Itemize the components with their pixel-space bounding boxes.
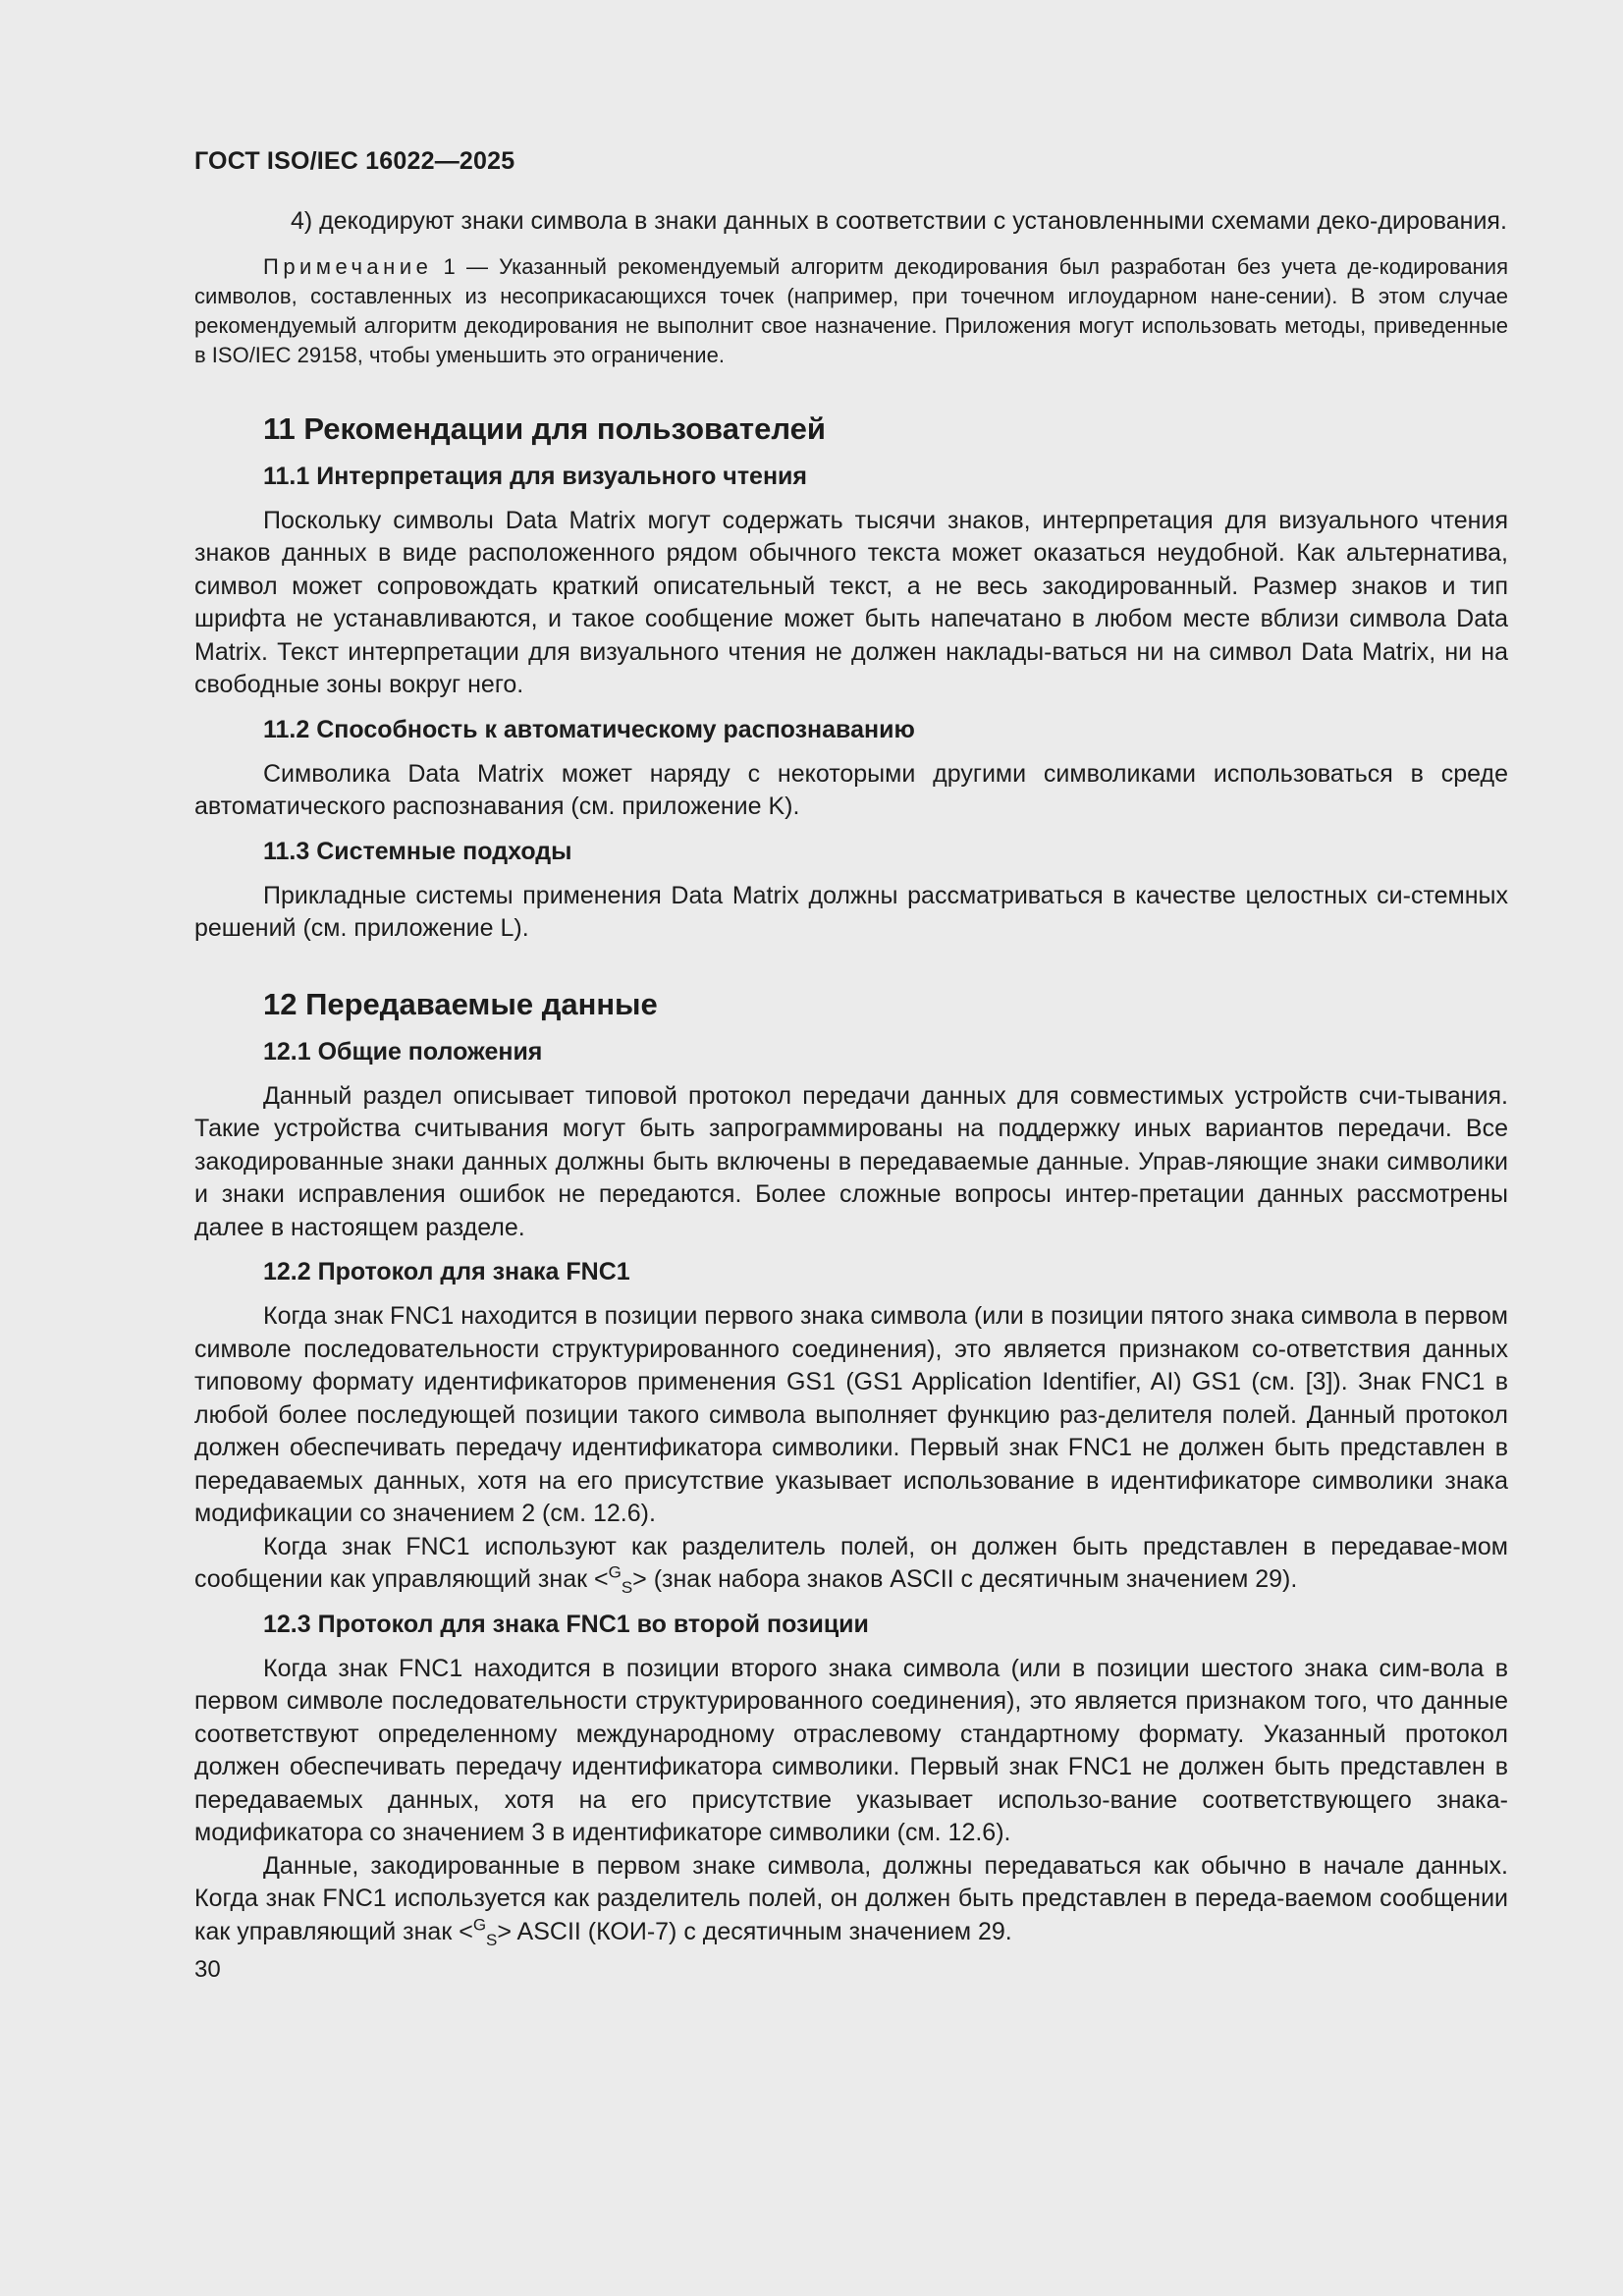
page-number: 30 (194, 1956, 221, 1983)
section-12-3-title: 12.3 Протокол для знака FNC1 во второй позиции (263, 1610, 869, 1638)
section-12-2-paragraph-2 (194, 1531, 1508, 1597)
note-1 (194, 252, 1508, 370)
note-text: 1 — Указанный рекомендуемый алгоритм декодирования был разработан без учета де-кодирования символов, составленных из несоприкасающихся точек (например, при точечном иглоударном нане-сении). В этом случае рекомендуемый алгоритм декодирования не выполнит свое назначение. Приложения могут использовать методы, приведенные в ISO/IEC 29158, чтобы уменьшить это ограничение. (194, 253, 1508, 367)
gs-superscript: G (472, 1915, 487, 1935)
section-11-title: 11 Рекомендации для пользователей (263, 410, 826, 446)
section-11-3-text: Прикладные системы применения Data Matrix должны рассматриваться в качестве целостных си-стемных решений (см. приложение L). (194, 881, 1508, 942)
section-11-2-text: Символика Data Matrix может наряду с некоторыми другими символиками использоваться в среде автоматического распознавания (см. приложение K). (194, 759, 1508, 820)
list-item-4: 4) декодируют знаки символа в знаки данных в соответствии с установленными схемами деко-дирования. (291, 207, 1507, 235)
paragraph-text: > (знак набора знаков ASCII с десятичным значением 29). (632, 1565, 1298, 1593)
section-12-title: 12 Передаваемые данные (263, 986, 658, 1021)
section-11-1-title: 11.1 Интерпретация для визуального чтения (263, 462, 808, 490)
section-12-1-title: 12.1 Общие положения (263, 1037, 543, 1066)
gs-superscript: G (608, 1562, 622, 1582)
gs-subscript: S (486, 1930, 498, 1949)
gs-subscript: S (621, 1578, 633, 1597)
standard-header: ГОСТ ISO/IEC 16022—2025 (194, 147, 515, 175)
section-11-3-title: 11.3 Системные подходы (263, 837, 572, 865)
section-12-2-title: 12.2 Протокол для знака FNC1 (263, 1258, 630, 1285)
section-11-1-text: Поскольку символы Data Matrix могут содержать тысячи знаков, интерпретация для визуального чтения знаков данных в виде расположенного рядом обычного текста может оказаться неудобной. Как альтернатива, символ может сопровождать краткий описательный текст, а не весь закодированный. Размер знаков и тип шрифта не устанавливаются, и такое сообщение может быть напечатано в любом месте вблизи символа Data Matrix. Текст интерпретации для визуального чтения не должен наклады-ваться ни на символ Data Matrix, ни на свободные зоны вокруг него. (194, 506, 1508, 698)
section-12-1-text: Данный раздел описывает типовой протокол передачи данных для совместимых устройств счи-тывания. Такие устройства считывания могут быть запрограммированы на поддержку иных вариантов передачи. Все закодированные знаки данных должны быть включены в передаваемые данные. Управ-ляющие знаки символики и знаки исправления ошибок не передаются. Более сложные вопросы интер-претации данных рассмотрены далее в настоящем разделе. (194, 1081, 1508, 1241)
paragraph-text: > ASCII (КОИ-7) с десятичным значением 29. (497, 1917, 1012, 1945)
paragraph-text: Данные, закодированные в первом знаке символа, должны передаваться как обычно в начале данных. Когда знак FNC1 используется как разделитель полей, он должен быть представлен в переда-ваемом сообщении как управляющий знак < (194, 1851, 1508, 1945)
section-11-2-title: 11.2 Способность к автоматическому распознаванию (263, 715, 915, 743)
page-content (194, 147, 1508, 1984)
section-12-3-paragraph-2 (194, 1850, 1508, 1949)
section-12-3-paragraph-1: Когда знак FNC1 находится в позиции второго знака символа (или в позиции шестого знака сим-вола в первом символе последовательности структурированного соединения), это является признаком того, что данные соответствуют определенному международному отраслевому стандартному формату. Указанный протокол должен обеспечивать передачу идентификатора символики. Первый знак FNC1 не должен быть представлен в передаваемых данных, хотя на его присутствие указывает использо-вание соответствующего знака-модификатора со значением 3 в идентификаторе символики (см. 12.6). (194, 1654, 1508, 1846)
note-label: Примечание (263, 253, 433, 279)
paragraph-text: Когда знак FNC1 используют как разделитель полей, он должен быть представлен в передавае-мом сообщении как управляющий знак < (194, 1532, 1508, 1593)
section-12-2-paragraph-1: Когда знак FNC1 находится в позиции первого знака символа (или в позиции пятого знака символа в первом символе последовательности структурированного соединения), это является признаком со-ответствия данных типовому формату идентификаторов применения GS1 (GS1 Application Identifier, AI) GS1 (см. [3]). Знак FNC1 в любой более последующей позиции такого символа выполняет функцию раз-делителя полей. Данный протокол должен обеспечивать передачу идентификатора символики. Первый знак FNC1 не должен быть представлен в передаваемых данных, хотя на его присутствие указывает использование в идентификаторе символики знака модификации со значением 2 (см. 12.6). (194, 1302, 1508, 1527)
